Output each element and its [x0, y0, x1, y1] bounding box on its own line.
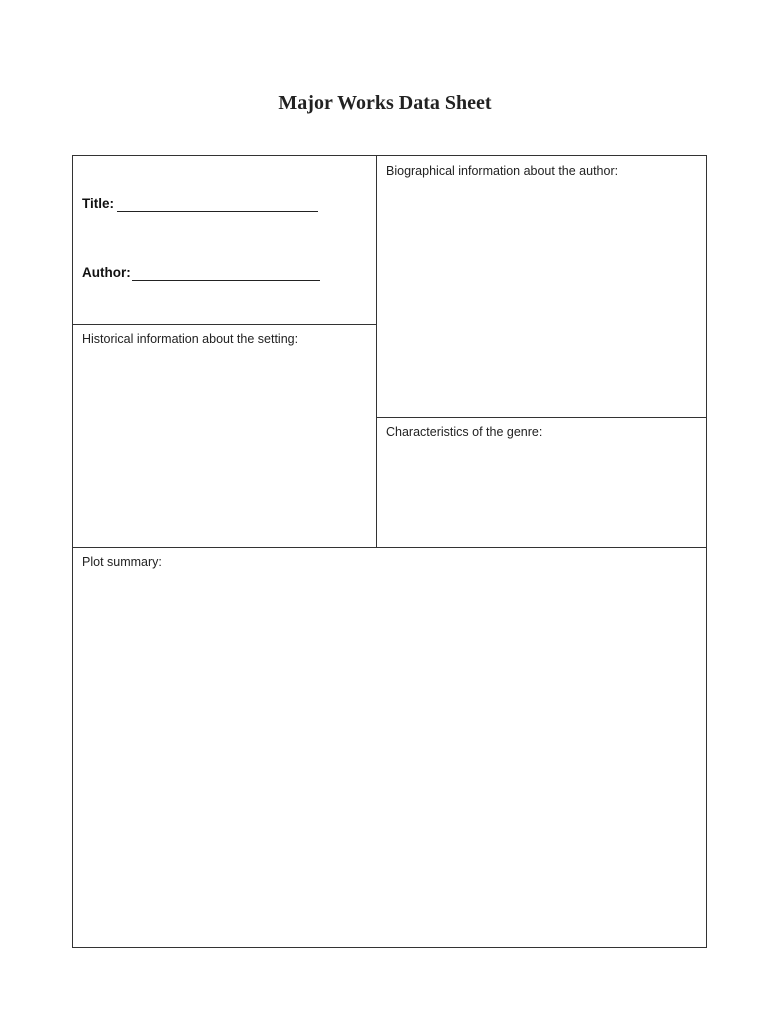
biographical-info-box[interactable]	[376, 155, 707, 418]
genre-characteristics-label: Characteristics of the genre:	[386, 425, 543, 439]
author-field[interactable]	[132, 280, 320, 281]
plot-summary-box[interactable]	[72, 547, 707, 948]
historical-info-box[interactable]	[72, 324, 377, 548]
title-field[interactable]	[117, 211, 318, 212]
biographical-info-label: Biographical information about the author:	[386, 164, 619, 178]
historical-info-label: Historical information about the setting:	[82, 332, 299, 346]
title-author-box	[72, 155, 377, 325]
plot-summary-label: Plot summary:	[82, 555, 162, 569]
author-label: Author:	[82, 265, 131, 280]
title-label: Title:	[82, 196, 115, 211]
page-title: Major Works Data Sheet	[278, 92, 492, 114]
genre-characteristics-box[interactable]	[376, 417, 707, 548]
